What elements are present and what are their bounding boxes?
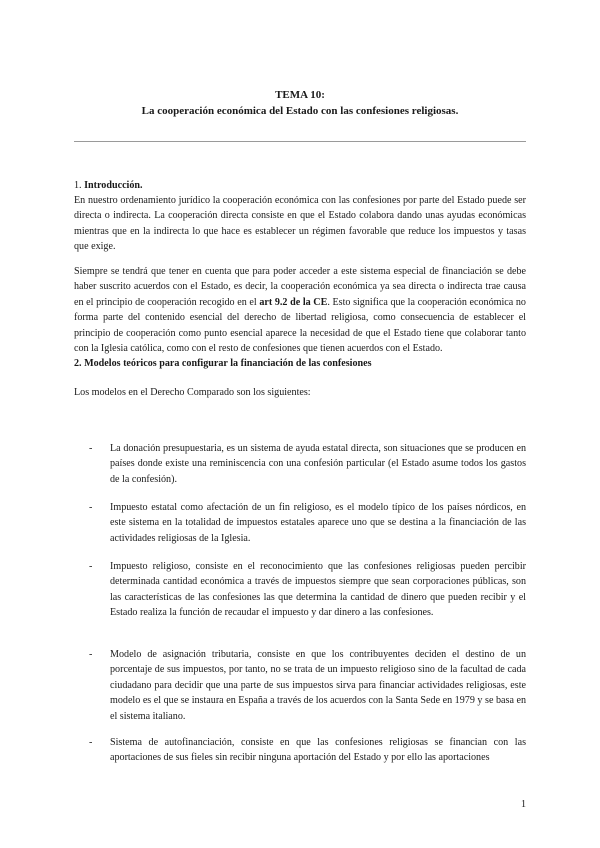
document-title-line2: La cooperación económica del Estado con las confesiones religiosas.: [141, 105, 459, 117]
section1-heading: [74, 178, 526, 193]
list-bullet: -: [89, 649, 93, 660]
paragraph2-text-before: Siempre se tendrá que tener en cuenta que para poder acceder a este sistema especial de financiación se debe haber suscrito acuerdos con el Estado, es decir, la cooperación económica ya sea directa o indirecta trae causa en el principio de cooperación recogido en el: [74, 266, 526, 308]
list-bullet: -: [89, 561, 93, 572]
list-item-text: Modelo de asignación tributaria, consiste en que los contribuyentes deciden el destino de un porcentaje de sus impuestos, por tanto, no se trata de un impuesto religioso sino de la facultad de cada ciudadano para decidir que una parte de sus impuestos sirva para financiar actividades religiosas, este modelo es el que se instaura en España a través de los acuerdos con la Santa Sede en 1979 y se basa en el sistema italiano.: [110, 649, 526, 722]
section2-intro: Los modelos en el Derecho Comparado son los siguientes:: [74, 387, 311, 398]
list-bullet: -: [89, 443, 93, 454]
section1-paragraph1: En nuestro ordenamiento jurídico la cooperación económica con las confesiones por parte del Estado puede ser directa o indirecta. La cooperación directa consiste en que el Estado colabora dando unas ayudas económicas mientras que en la indirecta lo que hace es establecer un régimen favorable que reduce los impuestos y tasas que exige.: [74, 195, 526, 253]
document-title-line1: TEMA 10:: [275, 89, 325, 101]
page-number: 1: [520, 799, 526, 810]
paragraph2-text-after: . Esto significa que la cooperación económica no forma parte del contenido esencial del derecho de libertad religiosa, como consecuencia de establecer el principio de cooperación como punto esencial aparece la necesidad de que el Estado tiene que colaborar tanto con la Iglesia católica, como con el resto de confesiones que tienen acuerdos con el Estado.: [74, 296, 526, 355]
horizontal-divider: [74, 141, 526, 142]
list-bullet: -: [89, 502, 93, 513]
section2-heading: [74, 356, 526, 371]
list-item-text: Impuesto estatal como afectación de un fin religioso, es el modelo típico de los países nórdicos, en este sistema en la totalidad de impuestos estatales aparece uno que se destina a la financiación de las actividades religiosas de la Iglesia.: [110, 502, 526, 544]
paragraph2-article-reference: art 9.2 de la CE: [259, 296, 328, 308]
section1-number: 1.: [74, 180, 82, 191]
list-bullet: -: [89, 737, 93, 748]
section2-title: 2. Modelos teóricos para configurar la financiación de las confesiones: [74, 358, 372, 369]
list-item-text: Impuesto religioso, consiste en el reconocimiento que las confesiones religiosas pueden percibir determinada cantidad económica a través de impuestos siempre que sean corporaciones públicas, son las características de las confesiones las que determina la cantidad de dinero que pueden recibir y el Estado realiza la función de recaudar el impuesto y dar dinero a las confesiones.: [110, 561, 526, 619]
list-item-text: Sistema de autofinanciación, consiste en que las confesiones religiosas se financian con las aportaciones de sus fieles sin recibir ninguna aportación del Estado y por ello las aportaciones: [110, 737, 526, 764]
section1-paragraph2: [74, 264, 526, 356]
list-item-text: La donación presupuestaria, es un sistema de ayuda estatal directa, son situaciones que se producen en países donde existe una reminiscencia con una confesión particular (el Estado asume todos los gastos de la confesión).: [110, 443, 526, 485]
section1-title: Introducción.: [84, 180, 143, 191]
